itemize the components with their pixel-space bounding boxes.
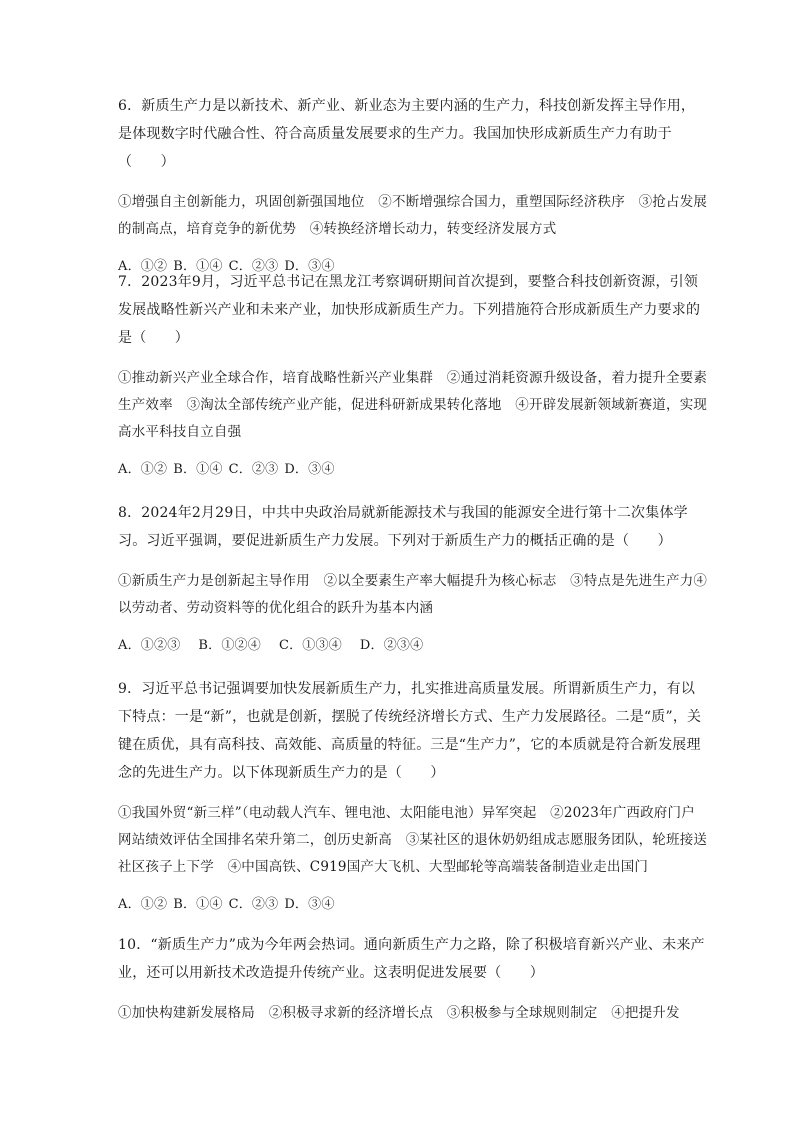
question-stem: 8．2024年2月29日，中共中央政治局就新能源技术与我国的能源安全进行第十二次集体学习。习近平强调，要促进新质生产力发展。下列对于新质生产力的概括正确的是（ ） — [118, 505, 688, 549]
answer-choices — [118, 895, 708, 915]
question-options: ①我国外贸“新三样”（电动载人汽车、锂电池、太阳能电池）异军突起 ②2023年广西政府门户网站绩效评估全国排名荣升第二，创历史新高 ③某社区的退休奶奶组成志愿服务团队，轮班接送社区孩子上下学 ④中国高铁、C919国产大飞机、大型邮轮等高端装备制造业走出国门 — [118, 805, 708, 875]
question-options: ①加快构建新发展格局 ②积极寻求新的经济增长点 ③积极参与全球规则制定 ④把提升发 — [118, 1005, 680, 1021]
question-stem: 7．2023年9月，习近平总书记在黑龙江考察调研期间首次提到，要整合科技创新资源，引领发展战略性新兴产业和未来产业，加快形成新质生产力。下列措施符合形成新质生产力要求的是（ ） — [118, 274, 701, 346]
question-8 — [118, 499, 708, 656]
answer-c: C．②③ — [228, 462, 279, 477]
answer-c: C．①③④ — [278, 638, 342, 653]
answer-c: C．②③ — [228, 897, 279, 912]
answer-d: D．②③④ — [359, 638, 424, 653]
question-stem: 10．“新质生产力”成为今年两会热词。通向新质生产力之路，除了积极培育新兴产业、未来产业，还可以用新技术改造提升传统产业。这表明促进发展要（ ） — [118, 937, 705, 981]
answer-b: B．①②④ — [198, 638, 261, 653]
answer-b: B．①④ — [173, 462, 223, 477]
answer-choices — [118, 636, 708, 656]
question-options: ①推动新兴产业全球合作，培育战略性新兴产业集群 ②通过消耗资源升级设备，着力提升全要素生产效率 ③淘汰全部传统产业产能，促进科研新成果转化落地 ④开辟发展新领域新赛道，实现高水平科技自立自强 — [118, 370, 708, 440]
question-6 — [118, 92, 708, 277]
answer-a: A．①② — [118, 462, 168, 477]
answer-d: D．③④ — [284, 462, 335, 477]
question-options: ①增强自主创新能力，巩固创新强国地位 ②不断增强综合国力，重塑国际经济秩序 ③抢占发展的制高点，培育竞争的新优势 ④转换经济增长动力，转变经济发展方式 — [118, 194, 708, 237]
answer-b: B．①④ — [173, 259, 223, 274]
question-options: ①新质生产力是创新起主导作用 ②以全要素生产率大幅提升为核心标志 ③特点是先进生产力④以劳动者、劳动资料等的优化组合的跃升为基本内涵 — [118, 573, 708, 616]
answer-d: D．③④ — [284, 897, 335, 912]
answer-a: A．①② — [118, 259, 168, 274]
question-9 — [118, 675, 708, 915]
answer-d: D．③④ — [284, 259, 335, 274]
answer-c: C．②③ — [228, 259, 279, 274]
question-7 — [118, 268, 708, 480]
answer-b: B．①④ — [173, 897, 223, 912]
question-stem: 9．习近平总书记强调要加快发展新质生产力，扎实推进高质量发展。所谓新质生产力，有以下特点：一是“新”，也就是创新，摆脱了传统经济增长方式、生产力发展路径。二是“质”，关键在质优，具有高科技、高效能、高质量的特征。三是“生产力”，它的本质就是符合新发展理念的先进生产力。以下体现新质生产力的是（ ） — [118, 681, 702, 781]
question-10 — [118, 931, 708, 1027]
answer-a: A．①② — [118, 897, 168, 912]
answer-choices — [118, 460, 708, 480]
question-stem: 6．新质生产力是以新技术、新产业、新业态为主要内涵的生产力，科技创新发挥主导作用，是体现数字时代融合性、符合高质量发展要求的生产力。我国加快形成新质生产力有助于（ ） — [118, 98, 696, 170]
answer-a: A．①②③ — [118, 638, 181, 653]
